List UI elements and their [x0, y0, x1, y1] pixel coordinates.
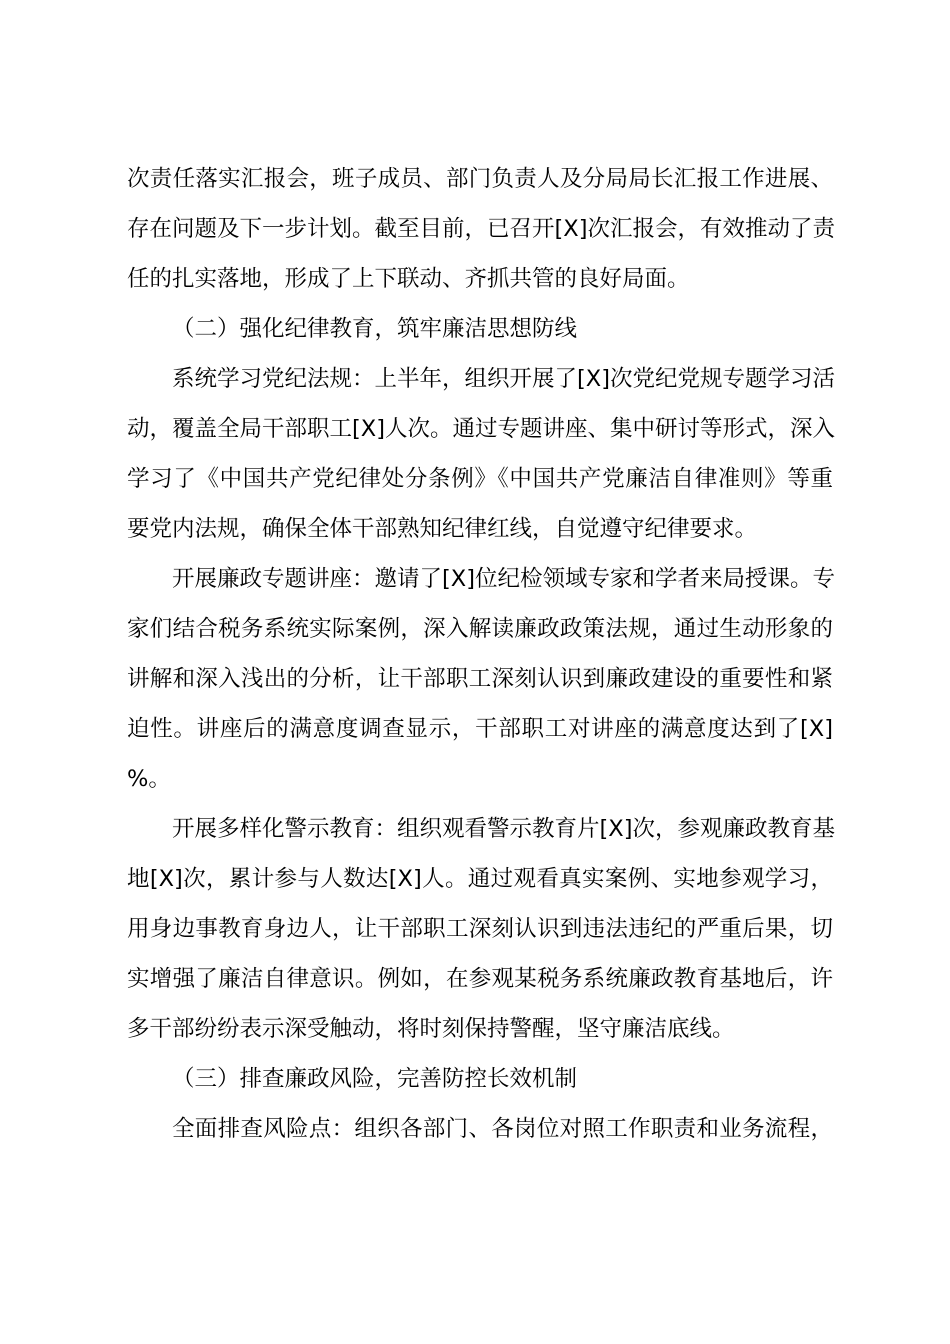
text-line: 开展多样化警示教育：组织观看警示教育片[X]次，参观廉政教育基 [172, 816, 835, 842]
text-line: 学习了《中国共产党纪律处分条例》《中国共产党廉洁自律准则》等重 [127, 466, 833, 492]
text-line: 任的扎实落地，形成了上下联动、齐抓共管的良好局面。 [127, 266, 690, 292]
text-line: 实增强了廉洁自律意识。例如，在参观某税务系统廉政教育基地后，许 [127, 966, 833, 992]
text-line: 系统学习党纪法规：上半年，组织开展了[X]次党纪党规专题学习活 [172, 366, 835, 392]
document-body [127, 154, 833, 1154]
text-line: 要党内法规，确保全体干部熟知纪律红线，自觉遵守纪律要求。 [127, 516, 758, 542]
section-heading: （二）强化纪律教育，筑牢廉洁思想防线 [172, 316, 578, 342]
text-line: 次责任落实汇报会，班子成员、部门负责人及分局局长汇报工作进展、 [127, 166, 833, 192]
text-line: 地[X]次，累计参与人数达[X]人。通过观看真实案例、实地参观学习， [127, 866, 833, 892]
text-line: 存在问题及下一步计划。截至目前，已召开[X]次汇报会，有效推动了责 [127, 216, 835, 242]
text-line: 家们结合税务系统实际案例，深入解读廉政政策法规，通过生动形象的 [127, 616, 833, 642]
text-line: 用身边事教育身边人，让干部职工深刻认识到违法违纪的严重后果，切 [127, 916, 833, 942]
text-line: 多干部纷纷表示深受触动，将时刻保持警醒，坚守廉洁底线。 [127, 1016, 735, 1042]
text-line: 全面排查风险点：组织各部门、各岗位对照工作职责和业务流程， [172, 1116, 833, 1142]
section-heading: （三）排查廉政风险，完善防控长效机制 [172, 1066, 578, 1092]
text-line: 迫性。讲座后的满意度调查显示，干部职工对讲座的满意度达到了[X] [127, 716, 833, 742]
text-line: %。 [127, 766, 171, 792]
text-line: 动，覆盖全局干部职工[X]人次。通过专题讲座、集中研讨等形式，深入 [127, 416, 835, 442]
text-line: 开展廉政专题讲座：邀请了[X]位纪检领域专家和学者来局授课。专 [172, 566, 835, 592]
text-line: 讲解和深入浅出的分析，让干部职工深刻认识到廉政建设的重要性和紧 [127, 666, 833, 692]
